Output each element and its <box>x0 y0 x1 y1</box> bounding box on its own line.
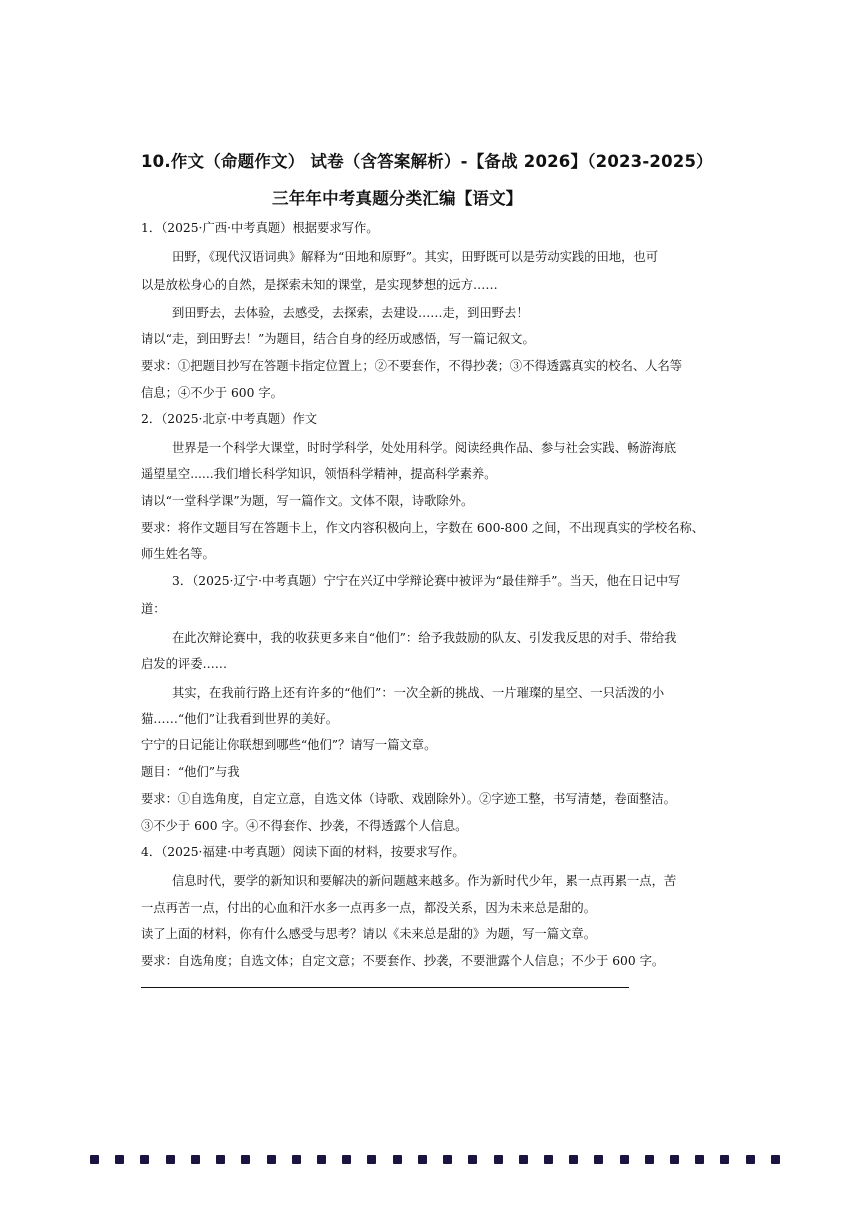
text-line: 信息时代，要学的新知识和要解决的新问题越来越多。作为新时代少年，累一点再累一点，苦 <box>172 874 677 888</box>
page-title-line1: 10.作文（命题作文） 试卷（含答案解析）-【备战 2026】（2023-2025） <box>141 152 713 171</box>
footer-square <box>620 1155 629 1164</box>
footer-square <box>267 1155 276 1164</box>
footer-square <box>468 1155 477 1164</box>
footer-square <box>241 1155 250 1164</box>
text-line: 请以“一堂科学课”为题，写一篇作文。文体不限，诗歌除外。 <box>141 494 474 508</box>
text-line: 1．（2025·广西·中考真题）根据要求写作。 <box>141 221 379 235</box>
text-line: 要求：①自选角度，自定立意，自选文体（诗歌、戏剧除外）。②字迹工整，书写清楚，卷面整洁。 <box>141 792 676 806</box>
text-line: 师生姓名等。 <box>141 547 215 561</box>
footer-square <box>695 1155 704 1164</box>
text-line: 田野，《现代汉语词典》解释为“田地和原野”。其实，田野既可以是劳动实践的田地，也可 <box>172 250 659 264</box>
footer-square <box>720 1155 729 1164</box>
text-line: 遥望星空......我们增长科学知识，领悟科学精神，提高科学素养。 <box>141 467 497 481</box>
footer-square <box>342 1155 351 1164</box>
text-line: 读了上面的材料，你有什么感受与思考？请以《未来总是甜的》为题，写一篇文章。 <box>141 927 596 941</box>
footer-square <box>494 1155 503 1164</box>
text-line: 请以“走，到田野去！”为题目，结合自身的经历或感悟，写一篇记叙文。 <box>141 332 535 346</box>
text-line: 要求：①把题目抄写在答题卡指定位置上；②不要套作，不得抄袭；③不得透露真实的校名、人名等 <box>141 359 683 373</box>
text-line: 要求：自选角度；自选文体；自定文意；不要套作、抄袭，不要泄露个人信息；不少于 600 字。 <box>141 954 665 968</box>
footer-square <box>418 1155 427 1164</box>
page-title-line2: 三年年中考真题分类汇编【语文】 <box>272 189 523 208</box>
text-line: 一点再苦一点，付出的心血和汗水多一点再多一点，都没关系，因为未来总是甜的。 <box>141 901 596 915</box>
footer-square <box>140 1155 149 1164</box>
text-line: 道： <box>141 602 166 616</box>
footer-decoration <box>90 1153 780 1165</box>
footer-square <box>367 1155 376 1164</box>
footer-square <box>645 1155 654 1164</box>
footer-square <box>746 1155 755 1164</box>
footer-square <box>90 1155 99 1164</box>
footer-square <box>771 1155 780 1164</box>
footer-square <box>443 1155 452 1164</box>
text-line: 要求：将作文题目写在答题卡上，作文内容积极向上，字数在 600-800 之间，不出现真实的学校名称、 <box>141 521 705 535</box>
text-line: 信息；④不少于 600 字。 <box>141 386 283 400</box>
text-line: 在此次辩论赛中，我的收获更多来自“他们”：给予我鼓励的队友、引发我反思的对手、带给我 <box>172 631 677 645</box>
text-line: 其实，在我前行路上还有许多的“他们”：一次全新的挑战、一片璀璨的星空、一只活泼的小 <box>172 686 665 700</box>
text-line: 到田野去，去体验，去感受，去探索，去建设……走，到田野去！ <box>172 306 529 320</box>
footer-square <box>519 1155 528 1164</box>
text-line: 世界是一个科学大课堂，时时学科学，处处用科学。阅读经典作品、参与社会实践、畅游海底 <box>172 441 677 455</box>
text-line: 3．（2025·辽宁·中考真题）宁宁在兴辽中学辩论赛中被评为“最佳辩手”。当天，他在日记中写 <box>172 574 681 588</box>
separator-line <box>141 987 629 988</box>
footer-square <box>670 1155 679 1164</box>
footer-square <box>191 1155 200 1164</box>
footer-square <box>544 1155 553 1164</box>
text-line: 启发的评委…… <box>141 657 228 671</box>
text-line: 4．（2025·福建·中考真题）阅读下面的材料，按要求写作。 <box>141 845 465 859</box>
footer-square <box>594 1155 603 1164</box>
text-line: 以是放松身心的自然，是探索未知的课堂，是实现梦想的远方…… <box>141 278 498 292</box>
text-line: 题目：“他们”与我 <box>141 765 240 779</box>
text-line: ③不少于 600 字。④不得套作、抄袭，不得透露个人信息。 <box>141 819 468 833</box>
footer-square <box>166 1155 175 1164</box>
footer-square <box>115 1155 124 1164</box>
footer-square <box>393 1155 402 1164</box>
text-line: 2．（2025·北京·中考真题）作文 <box>141 412 318 426</box>
footer-square <box>292 1155 301 1164</box>
footer-square <box>317 1155 326 1164</box>
footer-square <box>569 1155 578 1164</box>
text-line: 宁宁的日记能让你联想到哪些“他们”？请写一篇文章。 <box>141 738 437 752</box>
footer-square <box>216 1155 225 1164</box>
text-line: 猫……“他们”让我看到世界的美好。 <box>141 712 339 726</box>
